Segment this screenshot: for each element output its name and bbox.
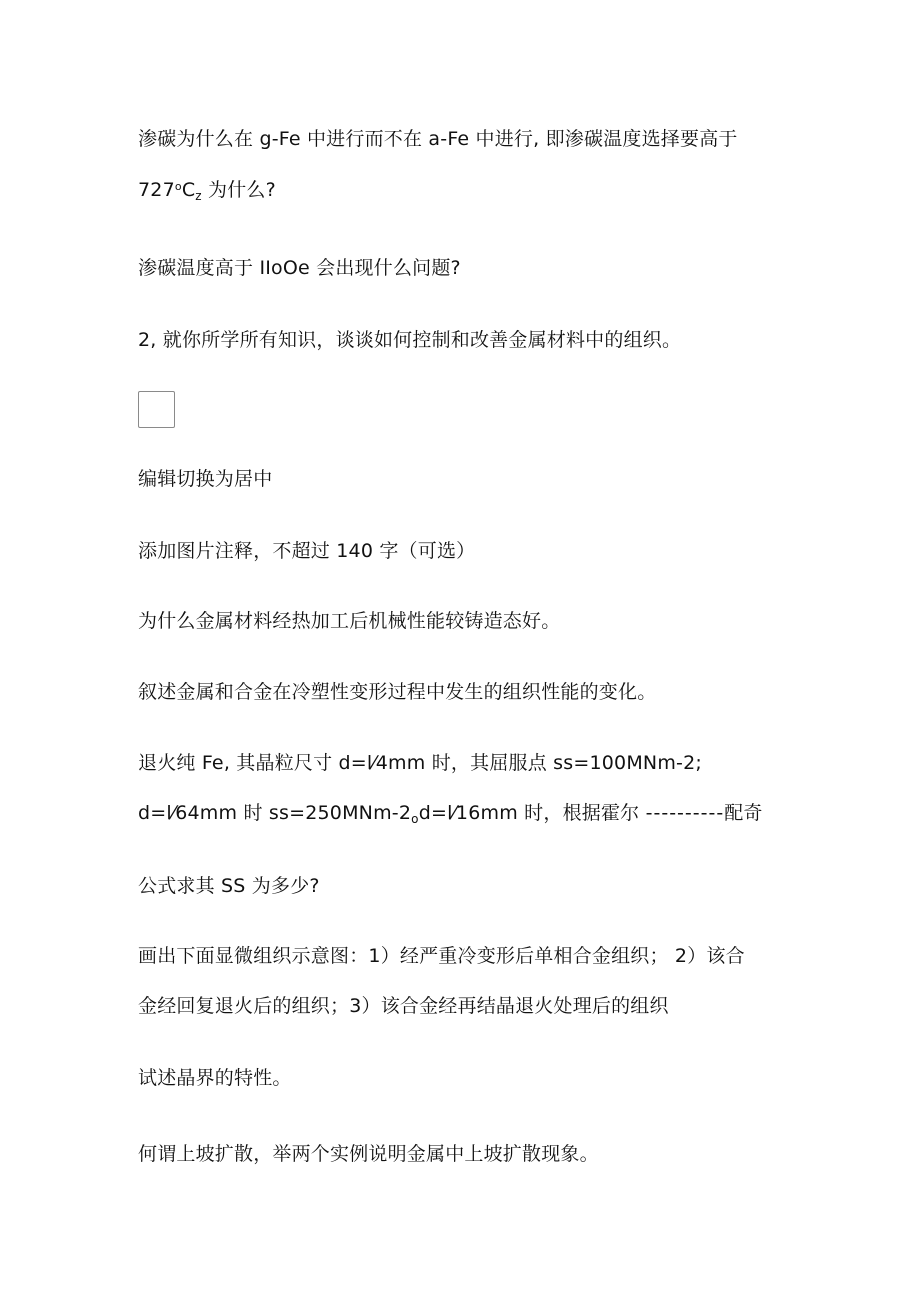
celsius-letter: C xyxy=(181,179,196,201)
question-hall-petch-line2 xyxy=(138,801,763,831)
question-hot-working: 为什么金属材料经热加工后机械性能较铸造态好。 xyxy=(138,610,561,632)
question-tail: 为什么? xyxy=(208,179,276,201)
question-cold-deformation: 叙述金属和合金在冷塑性变形过程中发生的组织性能的变化。 xyxy=(138,681,657,703)
subscript-z: z xyxy=(195,189,202,203)
question-draw-microstructure-line2: 金经回复退火后的组织；3）该合金经再结晶退火处理后的组织 xyxy=(138,995,669,1017)
question-hall-petch-line3: 公式求其 SS 为多少? xyxy=(138,875,320,897)
image-placeholder[interactable] xyxy=(138,391,175,428)
question-carburizing-line2 xyxy=(138,175,276,208)
question-uphill-diffusion: 何谓上坡扩散，举两个实例说明金属中上坡扩散现象。 xyxy=(138,1143,599,1165)
question-hall-petch-line1: 退火纯 Fe, 其晶粒尺寸 d=l⁄4mm 时，其屈服点 ss=100MNm-2; xyxy=(138,752,702,774)
edit-toggle-center[interactable]: 编辑切换为居中 xyxy=(138,468,273,490)
image-caption-hint[interactable]: 添加图片注释，不超过 140 字（可选） xyxy=(138,540,476,562)
question-high-temperature: 渗碳温度高于 IIoOe 会出现什么问题? xyxy=(138,257,461,279)
degree-mark: o xyxy=(174,180,182,193)
subscript-o: o xyxy=(411,812,419,826)
question-draw-microstructure-line1: 画出下面显微组织示意图：1）经严重冷变形后单相合金组织； 2）该合 xyxy=(138,945,745,967)
petch-fragment: 配奇 xyxy=(724,802,763,824)
grain-size-16: d=l⁄16mm 时，根据霍尔 xyxy=(418,802,640,824)
question-carburizing-line1: 渗碳为什么在 g-Fe 中进行而不在 a-Fe 中进行, 即渗碳温度选择要高于 xyxy=(138,128,738,150)
dash-run: ---------- xyxy=(645,802,725,824)
question-grain-boundary: 试述晶界的特性。 xyxy=(138,1067,292,1089)
temperature-value: 727 xyxy=(138,179,175,201)
grain-size-64: d=l⁄64mm 时 ss=250MNm-2 xyxy=(138,802,412,824)
question-microstructure-control: 2, 就你所学所有知识，谈谈如何控制和改善金属材料中的组织。 xyxy=(138,329,682,351)
